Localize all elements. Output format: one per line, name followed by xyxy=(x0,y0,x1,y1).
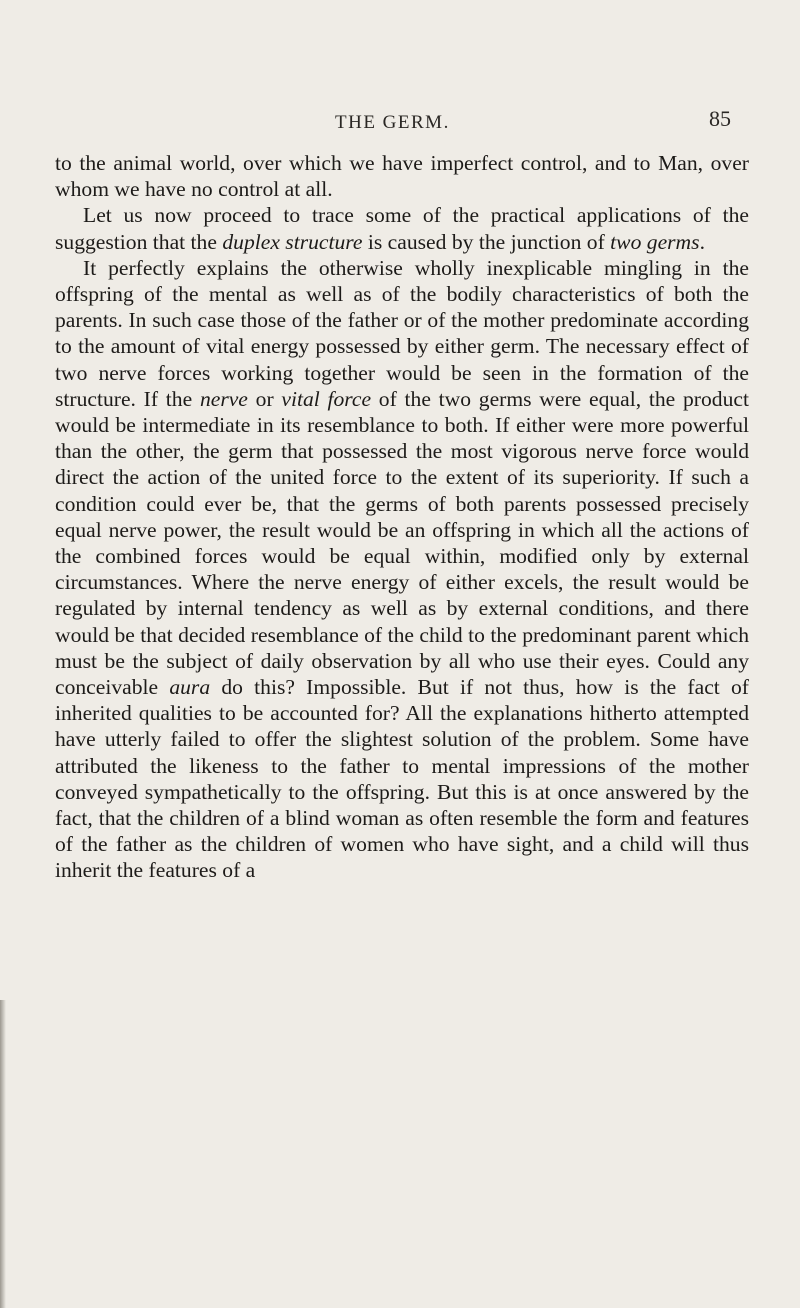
text-segment: do this? Impossible. But if not thus, how is the fact of inherited qualities to be accounted for? All the explanations hitherto attempted have utterly failed to offer the slightest solution of the problem. Some have attributed the likeness to the father to mental impressions of the mother conveyed sympathetically to the offspring. But this is at once answered by the fact, that the children of a blind woman as often resemble the form and features of the father as the children of women who have sight, and a child will thus inherit the features of a xyxy=(55,675,749,883)
body-text xyxy=(55,150,749,884)
italic-segment: nerve xyxy=(199,386,248,411)
paragraph-3 xyxy=(55,255,749,884)
text-segment: or xyxy=(247,386,282,411)
text-segment: It perfectly explains the otherwise wholly inexplicable mingling in the offspring of the mental as well as of the bodily characteristics of both the parents. In such case those of the father or of the mother predominate according to the amount of vital energy possessed by either germ. The necessary effect of two nerve forces working together would be seen in the formation of the structure. If the xyxy=(55,255,749,411)
text-segment: to the animal world, over which we have imperfect control, and to Man, over whom we have no control at all. xyxy=(55,151,749,202)
italic-segment: aura xyxy=(169,675,211,700)
italic-segment: two germs xyxy=(610,229,700,254)
italic-segment: duplex structure xyxy=(222,229,363,254)
text-segment: of the two germs were equal, the product would be intermediate in its resemblance to both. If either were more powerful than the other, the germ that possessed the most vigorous nerve force would direct the action of the united force to the extent of its superiority. If such a condition could ever be, that the germs of both parents possessed precisely equal nerve power, the result would be an offspring in which all the actions of the combined forces would be equal within, modified only by external circumstances. Where the nerve energy of either excels, the result would be regulated by internal tendency as well as by external conditions, and there would be that decided resemblance of the child to the predominant parent which must be the subject of daily observation by all who use their eyes. Could any conceivable xyxy=(55,386,749,700)
text-segment: is caused by the junction of xyxy=(362,229,611,254)
text-segment: Let us now proceed to trace some of the practical applications of the suggestion that the xyxy=(55,203,749,254)
text-segment: . xyxy=(699,229,705,254)
running-head-title: THE GERM. xyxy=(335,112,450,133)
page-number: 85 xyxy=(709,106,731,131)
page-edge-shadow xyxy=(0,1000,6,1308)
paragraph-2 xyxy=(55,202,749,254)
paragraph-1 xyxy=(55,150,749,202)
italic-segment: vital force xyxy=(281,386,372,411)
